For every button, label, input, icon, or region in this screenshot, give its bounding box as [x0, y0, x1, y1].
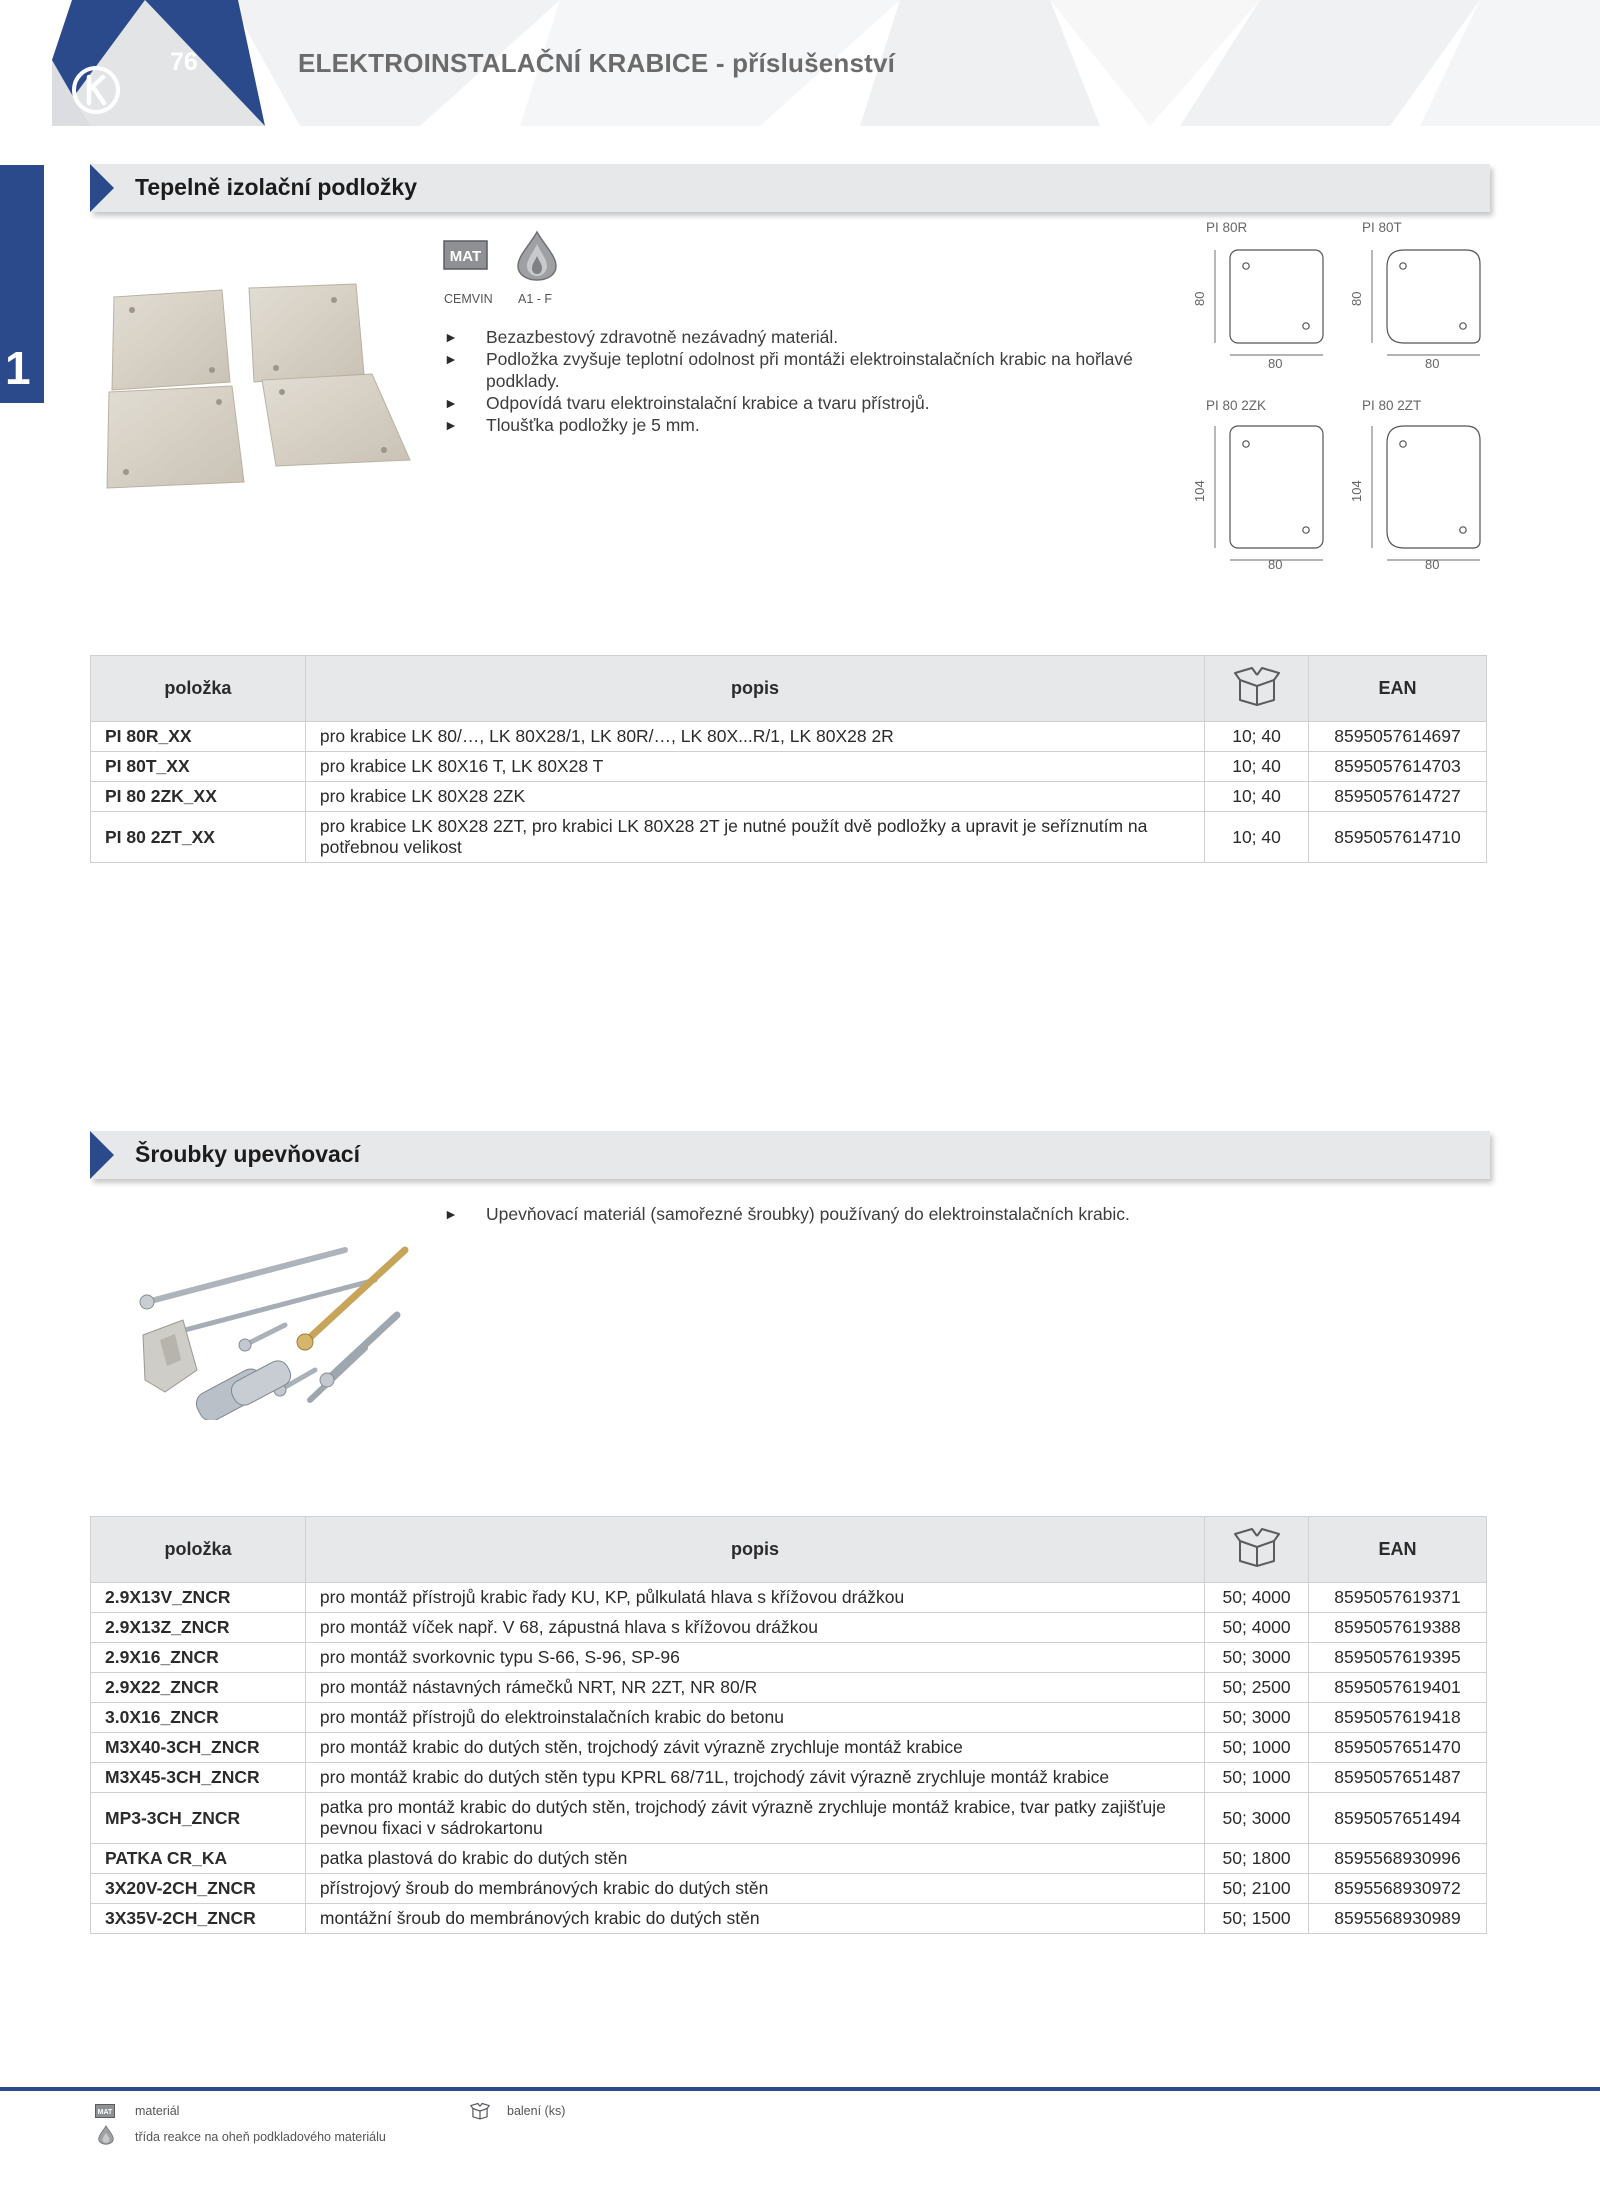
- item-packaging: 50; 3000: [1205, 1793, 1309, 1844]
- section1-bullets: [444, 326, 1184, 436]
- section-title: Šroubky upevňovací: [135, 1141, 360, 1167]
- item-packaging: 50; 4000: [1205, 1613, 1309, 1643]
- table-row: [91, 1673, 1487, 1703]
- item-code: PATKA CR_KA: [91, 1844, 306, 1874]
- item-description: pro montáž nástavných rámečků NRT, NR 2ZT, NR 80/R: [305, 1673, 1204, 1703]
- item-packaging: 10; 40: [1205, 752, 1309, 782]
- table-header-row: [91, 656, 1487, 722]
- dim-width: 80: [1268, 356, 1283, 371]
- item-code: MP3-3CH_ZNCR: [91, 1793, 306, 1844]
- item-packaging: 10; 40: [1205, 722, 1309, 752]
- material-label: CEMVIN: [444, 292, 493, 306]
- dim-width: 80: [1425, 356, 1440, 371]
- item-packaging: 10; 40: [1205, 782, 1309, 812]
- item-description: přístrojový šroub do membránových krabic do dutých stěn: [305, 1874, 1204, 1904]
- bullet-item: ► Bezazbestový zdravotně nezávadný materiál.: [444, 326, 1184, 348]
- table-row: [91, 782, 1487, 812]
- item-packaging: 50; 1500: [1205, 1904, 1309, 1934]
- fire-class-label: A1 - F: [518, 292, 553, 306]
- item-description: pro montáž přístrojů krabic řady KU, KP, půlkulatá hlava s křížovou drážkou: [305, 1583, 1204, 1613]
- mat-icon: [443, 240, 488, 275]
- table-row: [91, 1763, 1487, 1793]
- item-packaging: 50; 4000: [1205, 1583, 1309, 1613]
- item-description: pro montáž přístrojů do elektroinstalačních krabic do betonu: [305, 1703, 1204, 1733]
- item-packaging: 50; 3000: [1205, 1703, 1309, 1733]
- item-code: PI 80R_XX: [91, 722, 306, 752]
- table-row: [91, 1844, 1487, 1874]
- mat-badge-text: MAT: [449, 248, 482, 265]
- item-ean: 8595057651470: [1309, 1733, 1487, 1763]
- chapter-number: 1: [5, 342, 31, 394]
- item-ean: 8595057619418: [1309, 1703, 1487, 1733]
- bullet-item: ► Upevňovací materiál (samořezné šroubky) používaný do elektroinstalačních krabic.: [444, 1203, 1444, 1225]
- item-ean: 8595057619395: [1309, 1643, 1487, 1673]
- table-row: [91, 752, 1487, 782]
- item-description: montážní šroub do membránových krabic do dutých stěn: [305, 1904, 1204, 1934]
- item-ean: 8595568930972: [1309, 1874, 1487, 1904]
- item-code: PI 80 2ZK_XX: [91, 782, 306, 812]
- footer-line: [0, 2087, 1600, 2091]
- bullet-item: ► Tloušťka podložky je 5 mm.: [444, 414, 1184, 436]
- bullet-item: ► Odpovídá tvaru elektroinstalační krabice a tvaru přístrojů.: [444, 392, 1184, 414]
- item-code: PI 80T_XX: [91, 752, 306, 782]
- item-packaging: 50; 2500: [1205, 1673, 1309, 1703]
- item-ean: 8595568930989: [1309, 1904, 1487, 1934]
- table-row: [91, 1793, 1487, 1844]
- table-header-row: [91, 1517, 1487, 1583]
- table-row: [91, 1613, 1487, 1643]
- item-ean: 8595057614710: [1309, 812, 1487, 863]
- item-code: 2.9X16_ZNCR: [91, 1643, 306, 1673]
- table-row: [91, 1643, 1487, 1673]
- section-header-screws: [90, 1131, 1490, 1179]
- section-header-insulation: [90, 164, 1490, 212]
- item-description: pro montáž krabic do dutých stěn typu KPRL 68/71L, trojchodý závit výrazně zrychluje montáž krabice: [305, 1763, 1204, 1793]
- page-number: 76: [170, 48, 198, 76]
- insulation-pads-photo: [104, 282, 424, 497]
- item-ean: 8595568930996: [1309, 1844, 1487, 1874]
- dim-height: 104: [1349, 480, 1364, 502]
- item-ean: 8595057614697: [1309, 722, 1487, 752]
- table-row: [91, 1703, 1487, 1733]
- item-description: pro montáž svorkovnic typu S-66, S-96, SP-96: [305, 1643, 1204, 1673]
- column-header-description: popis: [305, 656, 1204, 722]
- table-row: [91, 1733, 1487, 1763]
- item-code: 2.9X22_ZNCR: [91, 1673, 306, 1703]
- drawing-label: PI 80 2ZK: [1206, 398, 1267, 413]
- column-header-item: položka: [91, 1517, 306, 1583]
- item-ean: 8595057619371: [1309, 1583, 1487, 1613]
- item-code: 2.9X13Z_ZNCR: [91, 1613, 306, 1643]
- item-code: PI 80 2ZT_XX: [91, 812, 306, 863]
- item-description: pro montáž krabic do dutých stěn, trojchodý závit výrazně zrychluje montáž krabice: [305, 1733, 1204, 1763]
- item-ean: 8595057614727: [1309, 782, 1487, 812]
- column-header-item: položka: [91, 656, 306, 722]
- legend-fire-class: třída reakce na oheň podkladového materiálu: [135, 2130, 386, 2144]
- technical-drawings: [1190, 240, 1500, 585]
- column-header-packaging: [1205, 656, 1309, 722]
- column-header-ean: EAN: [1309, 1517, 1487, 1583]
- mat-badge-text: MAT: [97, 2109, 113, 2116]
- item-packaging: 50; 1000: [1205, 1763, 1309, 1793]
- page-title: ELEKTROINSTALAČNÍ KRABICE - příslušenství: [298, 48, 896, 78]
- dim-width: 80: [1425, 557, 1440, 572]
- screws-photo: [125, 1220, 415, 1425]
- item-description: pro krabice LK 80X16 T, LK 80X28 T: [305, 752, 1204, 782]
- item-ean: 8595057651494: [1309, 1793, 1487, 1844]
- column-header-description: popis: [305, 1517, 1204, 1583]
- table-row: [91, 1904, 1487, 1934]
- section2-bullets: [444, 1203, 1444, 1225]
- item-description: pro krabice LK 80X28 2ZK: [305, 782, 1204, 812]
- box-icon: [1233, 666, 1281, 706]
- legend-packaging: balení (ks): [507, 2104, 566, 2118]
- table-row: [91, 812, 1487, 863]
- dim-width: 80: [1268, 557, 1283, 572]
- fire-drop-icon: [514, 230, 560, 287]
- item-ean: 8595057614703: [1309, 752, 1487, 782]
- item-code: 3.0X16_ZNCR: [91, 1703, 306, 1733]
- mat-icon: [95, 2104, 115, 2123]
- item-code: M3X40-3CH_ZNCR: [91, 1733, 306, 1763]
- table-row: [91, 722, 1487, 752]
- item-ean: 8595057651487: [1309, 1763, 1487, 1793]
- drawing-label: PI 80R: [1206, 220, 1248, 235]
- section-title: Tepelně izolační podložky: [135, 174, 418, 200]
- dim-height: 80: [1349, 291, 1364, 306]
- box-icon: [1233, 1527, 1281, 1567]
- column-header-packaging: [1205, 1517, 1309, 1583]
- item-description: pro krabice LK 80/…, LK 80X28/1, LK 80R/…, LK 80X...R/1, LK 80X28 2R: [305, 722, 1204, 752]
- insulation-pads-table: [90, 655, 1487, 863]
- dim-height: 80: [1192, 291, 1207, 306]
- item-code: 2.9X13V_ZNCR: [91, 1583, 306, 1613]
- table-row: [91, 1874, 1487, 1904]
- column-header-ean: EAN: [1309, 656, 1487, 722]
- item-code: 3X35V-2CH_ZNCR: [91, 1904, 306, 1934]
- item-ean: 8595057619388: [1309, 1613, 1487, 1643]
- item-packaging: 50; 1000: [1205, 1733, 1309, 1763]
- item-description: patka plastová do krabic do dutých stěn: [305, 1844, 1204, 1874]
- item-packaging: 50; 1800: [1205, 1844, 1309, 1874]
- item-code: M3X45-3CH_ZNCR: [91, 1763, 306, 1793]
- box-icon: [470, 2102, 490, 2125]
- company-logo: [70, 64, 122, 116]
- legend-material: materiál: [135, 2104, 180, 2118]
- fire-drop-icon: [97, 2125, 115, 2150]
- screws-table: [90, 1516, 1487, 1934]
- item-description: pro krabice LK 80X28 2ZT, pro krabici LK 80X28 2T je nutné použít dvě podložky a upravit je seříznutím na potřebnou velikost: [305, 812, 1204, 863]
- item-description: pro montáž víček např. V 68, zápustná hlava s křížovou drážkou: [305, 1613, 1204, 1643]
- item-packaging: 10; 40: [1205, 812, 1309, 863]
- dim-height: 104: [1192, 480, 1207, 502]
- table-row: [91, 1583, 1487, 1613]
- item-packaging: 50; 2100: [1205, 1874, 1309, 1904]
- item-ean: 8595057619401: [1309, 1673, 1487, 1703]
- item-description: patka pro montáž krabic do dutých stěn, trojchodý závit výrazně zrychluje montáž krabice, tvar patky zajišťuje pevnou fixaci v sádrokartonu: [305, 1793, 1204, 1844]
- drawing-label: PI 80T: [1362, 220, 1402, 235]
- drawing-label: PI 80 2ZT: [1362, 398, 1422, 413]
- bullet-item: ► Podložka zvyšuje teplotní odolnost při montáži elektroinstalačních krabic na hořlavé podklady.: [444, 348, 1184, 392]
- item-packaging: 50; 3000: [1205, 1643, 1309, 1673]
- item-code: 3X20V-2CH_ZNCR: [91, 1874, 306, 1904]
